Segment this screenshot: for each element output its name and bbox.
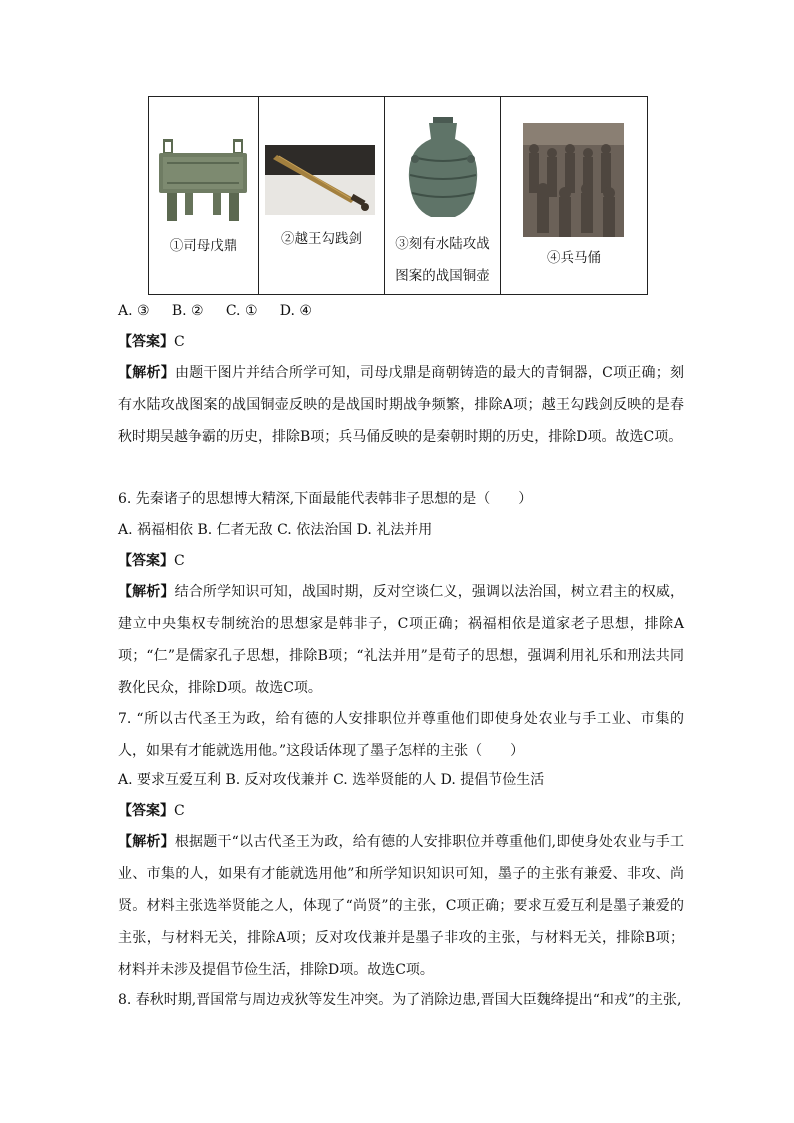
artifact-caption-2: ②越王勾践剑 [281, 231, 362, 247]
q6-stem: 6. 先秦诸子的思想博大精深,下面最能代表韩非子思想的是（ ） [118, 491, 533, 507]
artifact-cell-4 [501, 97, 648, 295]
artifact-cell-2 [259, 97, 385, 295]
terracotta-army-image [523, 123, 624, 237]
bronze-pot-image [405, 113, 481, 223]
q8-stem: 8. 春秋时期,晋国常与周边戎狄等发生冲突。为了消除边患,晋国大臣魏绛提出“和戎”的主张, [118, 992, 682, 1008]
analysis-text: 结合所学知识可知，战国时期，反对空谈仁义，强调以法治国，树立君主的权威，建立中央集权专制统治的思想家是韩非子，C项正确；祸福相依是道家老子思想，排除A项；“仁”是儒家孔子思想，排除B项；“礼法并用”是荀子的思想，强调利用礼乐和刑法共同教化民众，排除D项。故选C项。 [118, 584, 685, 696]
bronze-sword-image [265, 145, 375, 215]
bronze-ding-vessel-image [157, 133, 249, 225]
artifact-cell-1 [149, 97, 259, 295]
artifact-caption-1: ①司母戊鼎 [169, 238, 238, 254]
artifact-cell-3 [385, 97, 501, 295]
q5-option-c: C. ① [225, 303, 258, 319]
answer-label: 【答案】 [118, 553, 174, 569]
answer-value: C [174, 553, 185, 569]
q6-options: A. 祸福相依 B. 仁者无敌 C. 依法治国 D. 礼法并用 [118, 522, 433, 538]
artifact-caption-3-line-2: 图案的战国铜壶 [395, 268, 490, 284]
q5-option-a: A. ③ [118, 303, 150, 319]
q7-options: A. 要求互爱互利 B. 反对攻伐兼并 C. 选举贤能的人 D. 提倡节俭生活 [118, 772, 545, 788]
q7-stem: 7. “所以古代圣王为政，给有德的人安排职位并尊重他们即使身处农业与手工业、市集的人，如果有才能就选用他。”这段话体现了墨子怎样的主张（ ） [118, 711, 684, 759]
q5-option-d: D. ④ [279, 303, 312, 319]
q6-analysis [118, 576, 684, 704]
q5-analysis [118, 357, 684, 453]
answer-label: 【答案】 [118, 803, 174, 819]
answer-label: 【答案】 [118, 334, 174, 350]
artifact-caption-4: ④兵马俑 [547, 250, 601, 266]
q5-answer [118, 332, 185, 352]
analysis-label: 【解析】 [118, 834, 175, 850]
analysis-label: 【解析】 [118, 584, 175, 600]
answer-value: C [174, 803, 185, 819]
q7-answer [118, 801, 185, 821]
artifact-caption-3 [385, 228, 500, 292]
artifact-caption-3-line-1: ③刻有水陆攻战 [395, 236, 490, 252]
q6-answer [118, 551, 185, 571]
artifact-table [148, 96, 648, 295]
q7-analysis [118, 826, 684, 986]
answer-value: C [174, 334, 185, 350]
q5-option-b: B. ② [171, 303, 204, 319]
analysis-text: 由题干图片并结合所学可知，司母戊鼎是商朝铸造的最大的青铜器，C项正确；刻有水陆攻战图案的战国铜壶反映的是战国时期战争频繁，排除A项；越王勾践剑反映的是春秋时期吴越争霸的历史，排除B项；兵马俑反映的是秦朝时期的历史，排除D项。故选C项。 [118, 365, 684, 445]
analysis-text: 根据题干“以古代圣王为政，给有德的人安排职位并尊重他们,即使身处农业与手工业、市集的人，如果有才能就选用他”和所学知识知识可知，墨子的主张有兼爱、非攻、尚贤。材料主张选举贤能之人，体现了“尚贤”的主张，C项正确；要求互爱互利是墨子兼爱的主张，与材料无关，排除A项；反对攻伐兼并是墨子非攻的主张，与材料无关，排除B项；材料并未涉及提倡节俭生活，排除D项。故选C项。 [118, 834, 685, 978]
q5-options [118, 301, 312, 321]
analysis-label: 【解析】 [118, 365, 175, 381]
